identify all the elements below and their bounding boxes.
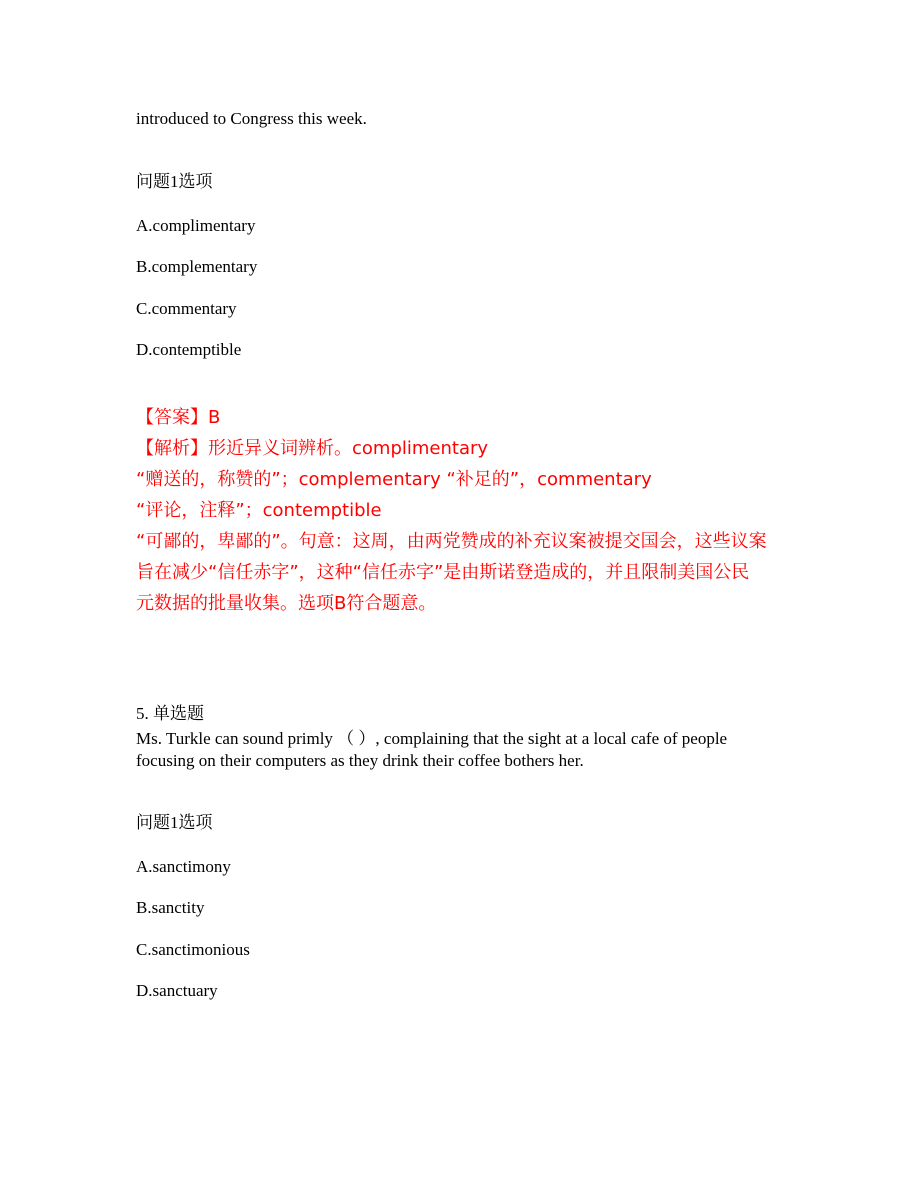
question-stem-tail: introduced to Congress this week. [136, 109, 367, 128]
option-a: A.sanctimony [136, 857, 231, 876]
analysis-line-4: “可鄙的，卑鄙的”。句意：这周，由两党赞成的补充议案被提交国会，这些议案 [136, 531, 767, 552]
option-c: C.commentary [136, 299, 237, 318]
option-d: D.contemptible [136, 340, 242, 359]
question-stem-line-2: focusing on their computers as they drink their coffee bothers her. [136, 751, 584, 770]
option-c: C.sanctimonious [136, 940, 250, 959]
option-b: B.sanctity [136, 898, 205, 917]
analysis-line-1: 【解析】形近异义词辨析。complimentary [136, 438, 489, 459]
analysis-line-2: “赠送的，称赞的”；complementary “补足的”，commentary [136, 469, 652, 490]
option-d: D.sanctuary [136, 981, 218, 1000]
answer-line: 【答案】B [136, 407, 221, 428]
question-stem-line-1: Ms. Turkle can sound primly （ ）, complaining that the sight at a local cafe of people [136, 729, 728, 748]
options-label: 问题1选项 [136, 172, 213, 191]
question-heading: 5. 单选题 [136, 704, 204, 723]
analysis-line-5: 旨在减少“信任赤字”，这种“信任赤字”是由斯诺登造成的，并且限制美国公民 [136, 562, 750, 583]
analysis-line-6: 元数据的批量收集。选项B符合题意。 [136, 593, 437, 614]
analysis-line-3: “评论，注释”；contemptible [136, 500, 382, 521]
options-label: 问题1选项 [136, 813, 213, 832]
option-b: B.complementary [136, 257, 258, 276]
option-a: A.complimentary [136, 216, 256, 235]
